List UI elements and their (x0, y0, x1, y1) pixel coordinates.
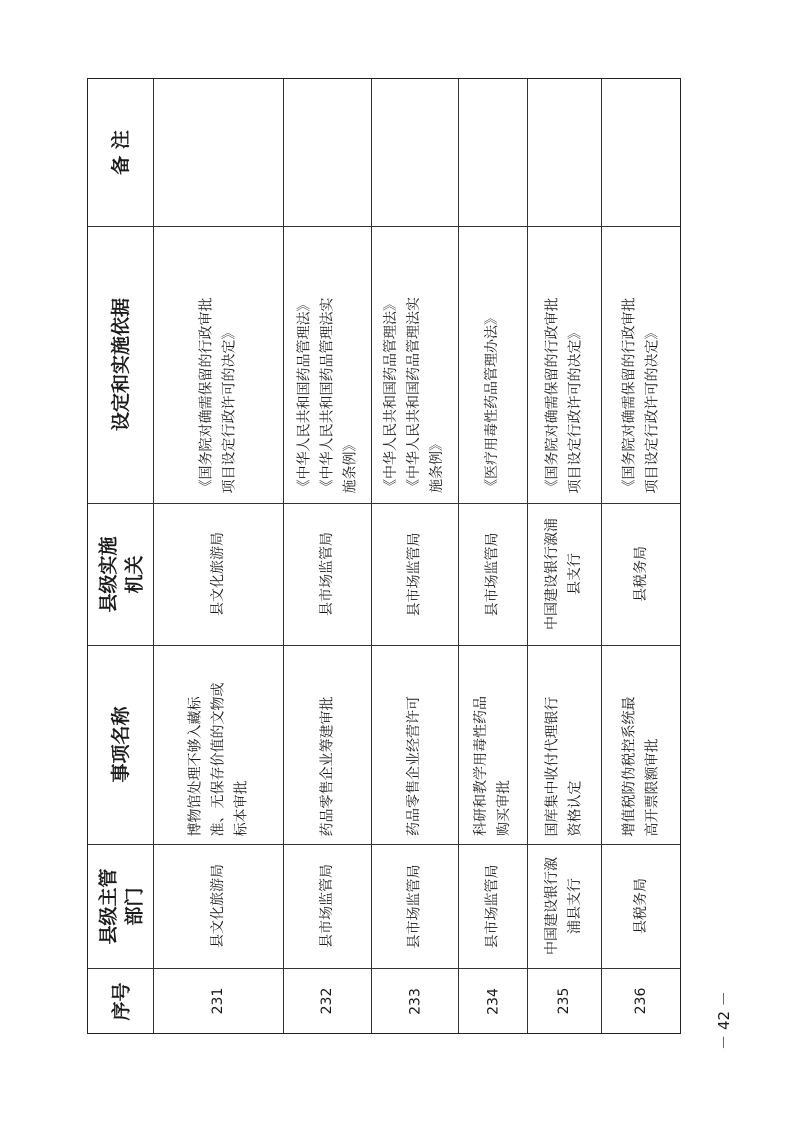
header-remark-text: 备 注 (109, 130, 132, 175)
approval-items-table (87, 78, 681, 1034)
header-impl-text: 县级实施 机关 (96, 536, 145, 613)
item-text: 国库集中收付代理银行 资格认定 (544, 696, 583, 836)
row-232-impl (283, 503, 371, 645)
seq-text: 236 (633, 987, 649, 1015)
row-234-impl (458, 503, 527, 645)
seq-text: 231 (210, 987, 226, 1015)
row-235-item (527, 645, 601, 844)
header-item (88, 645, 153, 844)
row-231-impl (153, 503, 283, 645)
seq-text: 233 (406, 987, 423, 1015)
header-dept (88, 844, 153, 968)
dept-text: 县文化旅游局 (209, 864, 226, 948)
seq-text: 234 (484, 987, 501, 1015)
row-231-seq (153, 968, 283, 1034)
row-234-dept (458, 844, 527, 968)
item-text: 博物馆处理不够入藏标 准、无保存价值的文物或 标本审批 (186, 682, 249, 836)
dept-text: 中国建设银行溆 浦县支行 (544, 857, 583, 955)
row-236-seq (601, 968, 681, 1034)
row-235-impl (527, 503, 601, 645)
item-text: 科研和教学用毒性药品 购买审批 (472, 696, 512, 836)
basis-text: 《医疗用毒性药品管理办法》 (484, 311, 500, 493)
row-232-item (283, 645, 371, 844)
header-dept-text: 县级主管 部门 (96, 868, 145, 945)
dept-text: 县市场监管局 (406, 864, 422, 948)
row-231-basis (153, 226, 283, 503)
impl-text: 中国建设银行溆浦 县支行 (544, 518, 583, 630)
page-number-text: － 42 － (714, 990, 733, 1050)
item-text: 增值税防伪税控系统最 高开票限额审批 (621, 696, 660, 836)
basis-text: 《国务院对确需保留的行政审批 项目设定行政许可的决定》 (621, 297, 660, 493)
impl-text: 县市场监管局 (318, 532, 335, 616)
header-seq (88, 968, 153, 1034)
row-233-impl (371, 503, 458, 645)
basis-text: 《中华人民共和国药品管理法》 《中华人民共和国药品管理法实 施条例》 (383, 297, 445, 493)
row-234-seq (458, 968, 527, 1034)
row-235-dept (527, 844, 601, 968)
row-232-dept (283, 844, 371, 968)
impl-text: 县文化旅游局 (209, 532, 226, 616)
seq-text: 235 (556, 987, 572, 1015)
row-236-impl (601, 503, 681, 645)
row-236-basis (601, 226, 681, 503)
header-seq-text: 序号 (109, 982, 132, 1021)
impl-text: 县市场监管局 (484, 532, 500, 616)
header-basis (88, 226, 153, 503)
row-233-basis (371, 226, 458, 503)
row-234-basis (458, 226, 527, 503)
row-232-basis (283, 226, 371, 503)
header-impl (88, 503, 153, 645)
header-item-text: 事项名称 (109, 706, 132, 783)
row-235-basis (527, 226, 601, 503)
row-235-seq (527, 968, 601, 1034)
header-remark (88, 79, 153, 226)
row-233-item (371, 645, 458, 844)
row-231-item (153, 645, 283, 844)
basis-text: 《国务院对确需保留的行政审批 项目设定行政许可的决定》 (198, 297, 237, 493)
dept-text: 县市场监管局 (484, 864, 500, 948)
row-231-dept (153, 844, 283, 968)
basis-text: 《中华人民共和国药品管理法》 《中华人民共和国药品管理法实 施条例》 (295, 297, 358, 493)
row-234-item (458, 645, 527, 844)
row-233-dept (371, 844, 458, 968)
row-233-seq (371, 968, 458, 1034)
row-232-seq (283, 968, 371, 1034)
impl-text: 县市场监管局 (406, 532, 422, 616)
basis-text: 《国务院对确需保留的行政审批 项目设定行政许可的决定》 (544, 297, 583, 493)
impl-text: 县税务局 (632, 546, 649, 602)
dept-text: 县市场监管局 (318, 864, 335, 948)
item-text: 药品零售企业筹建审批 (318, 696, 335, 836)
page-number (708, 990, 738, 1050)
header-basis-text: 设定和实施依据 (109, 298, 132, 432)
row-236-item (601, 645, 681, 844)
dept-text: 县税务局 (632, 878, 649, 934)
item-text: 药品零售企业经营许可 (406, 696, 422, 836)
seq-text: 232 (319, 987, 335, 1015)
row-236-dept (601, 844, 681, 968)
